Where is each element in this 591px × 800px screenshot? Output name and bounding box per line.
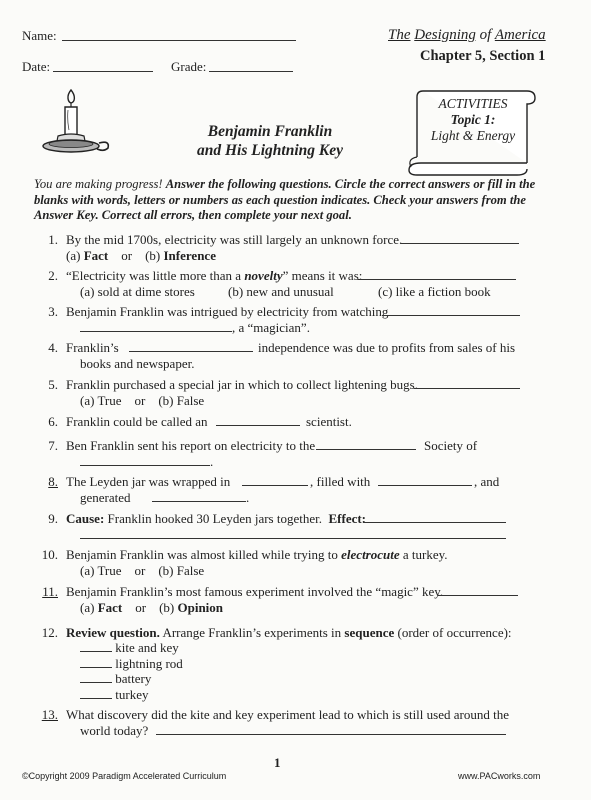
instructions <box>34 177 554 224</box>
answer-blank[interactable] <box>80 527 506 539</box>
list-item: kite and key <box>80 640 183 656</box>
scroll-subject: Light & Energy <box>430 128 516 143</box>
scroll-topic: Topic 1: <box>450 112 496 127</box>
question-5: 5. Franklin purchased a special jar in which to collect lightening bugs. (a) True or (b) False <box>36 377 556 411</box>
answer-blank[interactable] <box>378 474 472 486</box>
question-9: 9. Cause: Franklin hooked 30 Leyden jars together. Effect: <box>36 511 556 545</box>
date-label: Date: <box>22 59 51 74</box>
question-1: 1. By the mid 1700s, electricity was still largely an unknown force. (a) Fact or (b) Inference <box>36 232 556 266</box>
title-line-2: and His Lightning Key <box>197 142 343 159</box>
series-title: The Designing of America <box>388 27 546 43</box>
answer-blank[interactable] <box>242 474 308 486</box>
answer-blank[interactable] <box>80 687 112 699</box>
list-item: lightning rod <box>80 656 183 672</box>
question-7: 7. Ben Franklin sent his report on electricity to the Society of . <box>48 438 478 469</box>
answer-blank[interactable] <box>401 232 519 244</box>
answer-blank[interactable] <box>156 723 506 735</box>
answer-blank[interactable] <box>80 454 210 466</box>
title-line-1: Benjamin Franklin <box>207 123 333 140</box>
answer-blank[interactable] <box>80 671 112 683</box>
name-field[interactable] <box>62 28 296 41</box>
sequence-list <box>80 640 183 702</box>
answer-blank[interactable] <box>129 340 253 352</box>
answer-blank[interactable] <box>414 377 520 389</box>
answer-blank[interactable] <box>382 304 520 316</box>
date-field[interactable] <box>53 59 153 72</box>
name-label: Name: <box>22 28 57 43</box>
answer-blank[interactable] <box>80 640 112 652</box>
list-item: battery <box>80 671 183 687</box>
chapter-heading: Chapter 5, Section 1 <box>420 48 546 64</box>
intro-rest: Answer the following questions. Circle the correct answers or fill in the blanks with words, letters or numbers as each question indicates. Check your answers from the Answer Key. Correct all errors, then complete your next goal. <box>34 177 536 222</box>
answer-blank[interactable] <box>363 511 506 523</box>
answer-blank[interactable] <box>80 320 232 332</box>
page-number: 1 <box>274 755 281 770</box>
question-12: 12. Review question. Arrange Franklin’s experiments in sequence (order of occurrence): kite and key lightning rod battery turkey <box>41 625 512 702</box>
list-item: turkey <box>80 687 183 703</box>
intro-lead: You are making progress! <box>34 177 163 191</box>
question-10: 10. Benjamin Franklin was almost killed while trying to electrocute a turkey. (a) True or (b) False <box>41 547 448 578</box>
worksheet-title <box>195 122 345 160</box>
answer-blank[interactable] <box>316 438 416 450</box>
answer-blank[interactable] <box>216 414 300 426</box>
website-link[interactable]: www.PACworks.com <box>458 771 541 781</box>
copyright-text: ©Copyright 2009 Paradigm Accelerated Curriculum <box>22 771 227 781</box>
grade-label: Grade: <box>171 59 207 74</box>
question-13: 13. What discovery did the kite and key experiment lead to which is still used around the world today? <box>41 707 509 738</box>
grade-field[interactable] <box>209 59 293 72</box>
scroll-activities: ACTIVITIES <box>438 96 508 111</box>
question-4: 4. Franklin’s independence was due to profits from sales of his books and newspaper. <box>48 340 516 371</box>
answer-blank[interactable] <box>438 584 518 596</box>
scroll-text <box>422 96 524 144</box>
answer-blank[interactable] <box>80 656 112 668</box>
question-11: 11. Benjamin Franklin’s most famous experiment involved the “magic” key. (a) Fact or (b) Opinion <box>36 584 556 618</box>
question-6: 6. Franklin could be called an scientist. <box>48 414 352 429</box>
question-8: 8. The Leyden jar was wrapped in , filled with , and generated . <box>48 474 500 505</box>
question-2: 2. “Electricity was little more than a novelty” means it was: (a) sold at dime stores (b) new and unusual (c) like a fiction book <box>36 268 556 302</box>
question-3: 3. Benjamin Franklin was intrigued by electricity from watching , a “magician”. <box>36 304 556 338</box>
answer-blank[interactable] <box>152 490 246 502</box>
candle-illustration <box>38 86 118 158</box>
answer-blank[interactable] <box>358 268 516 280</box>
